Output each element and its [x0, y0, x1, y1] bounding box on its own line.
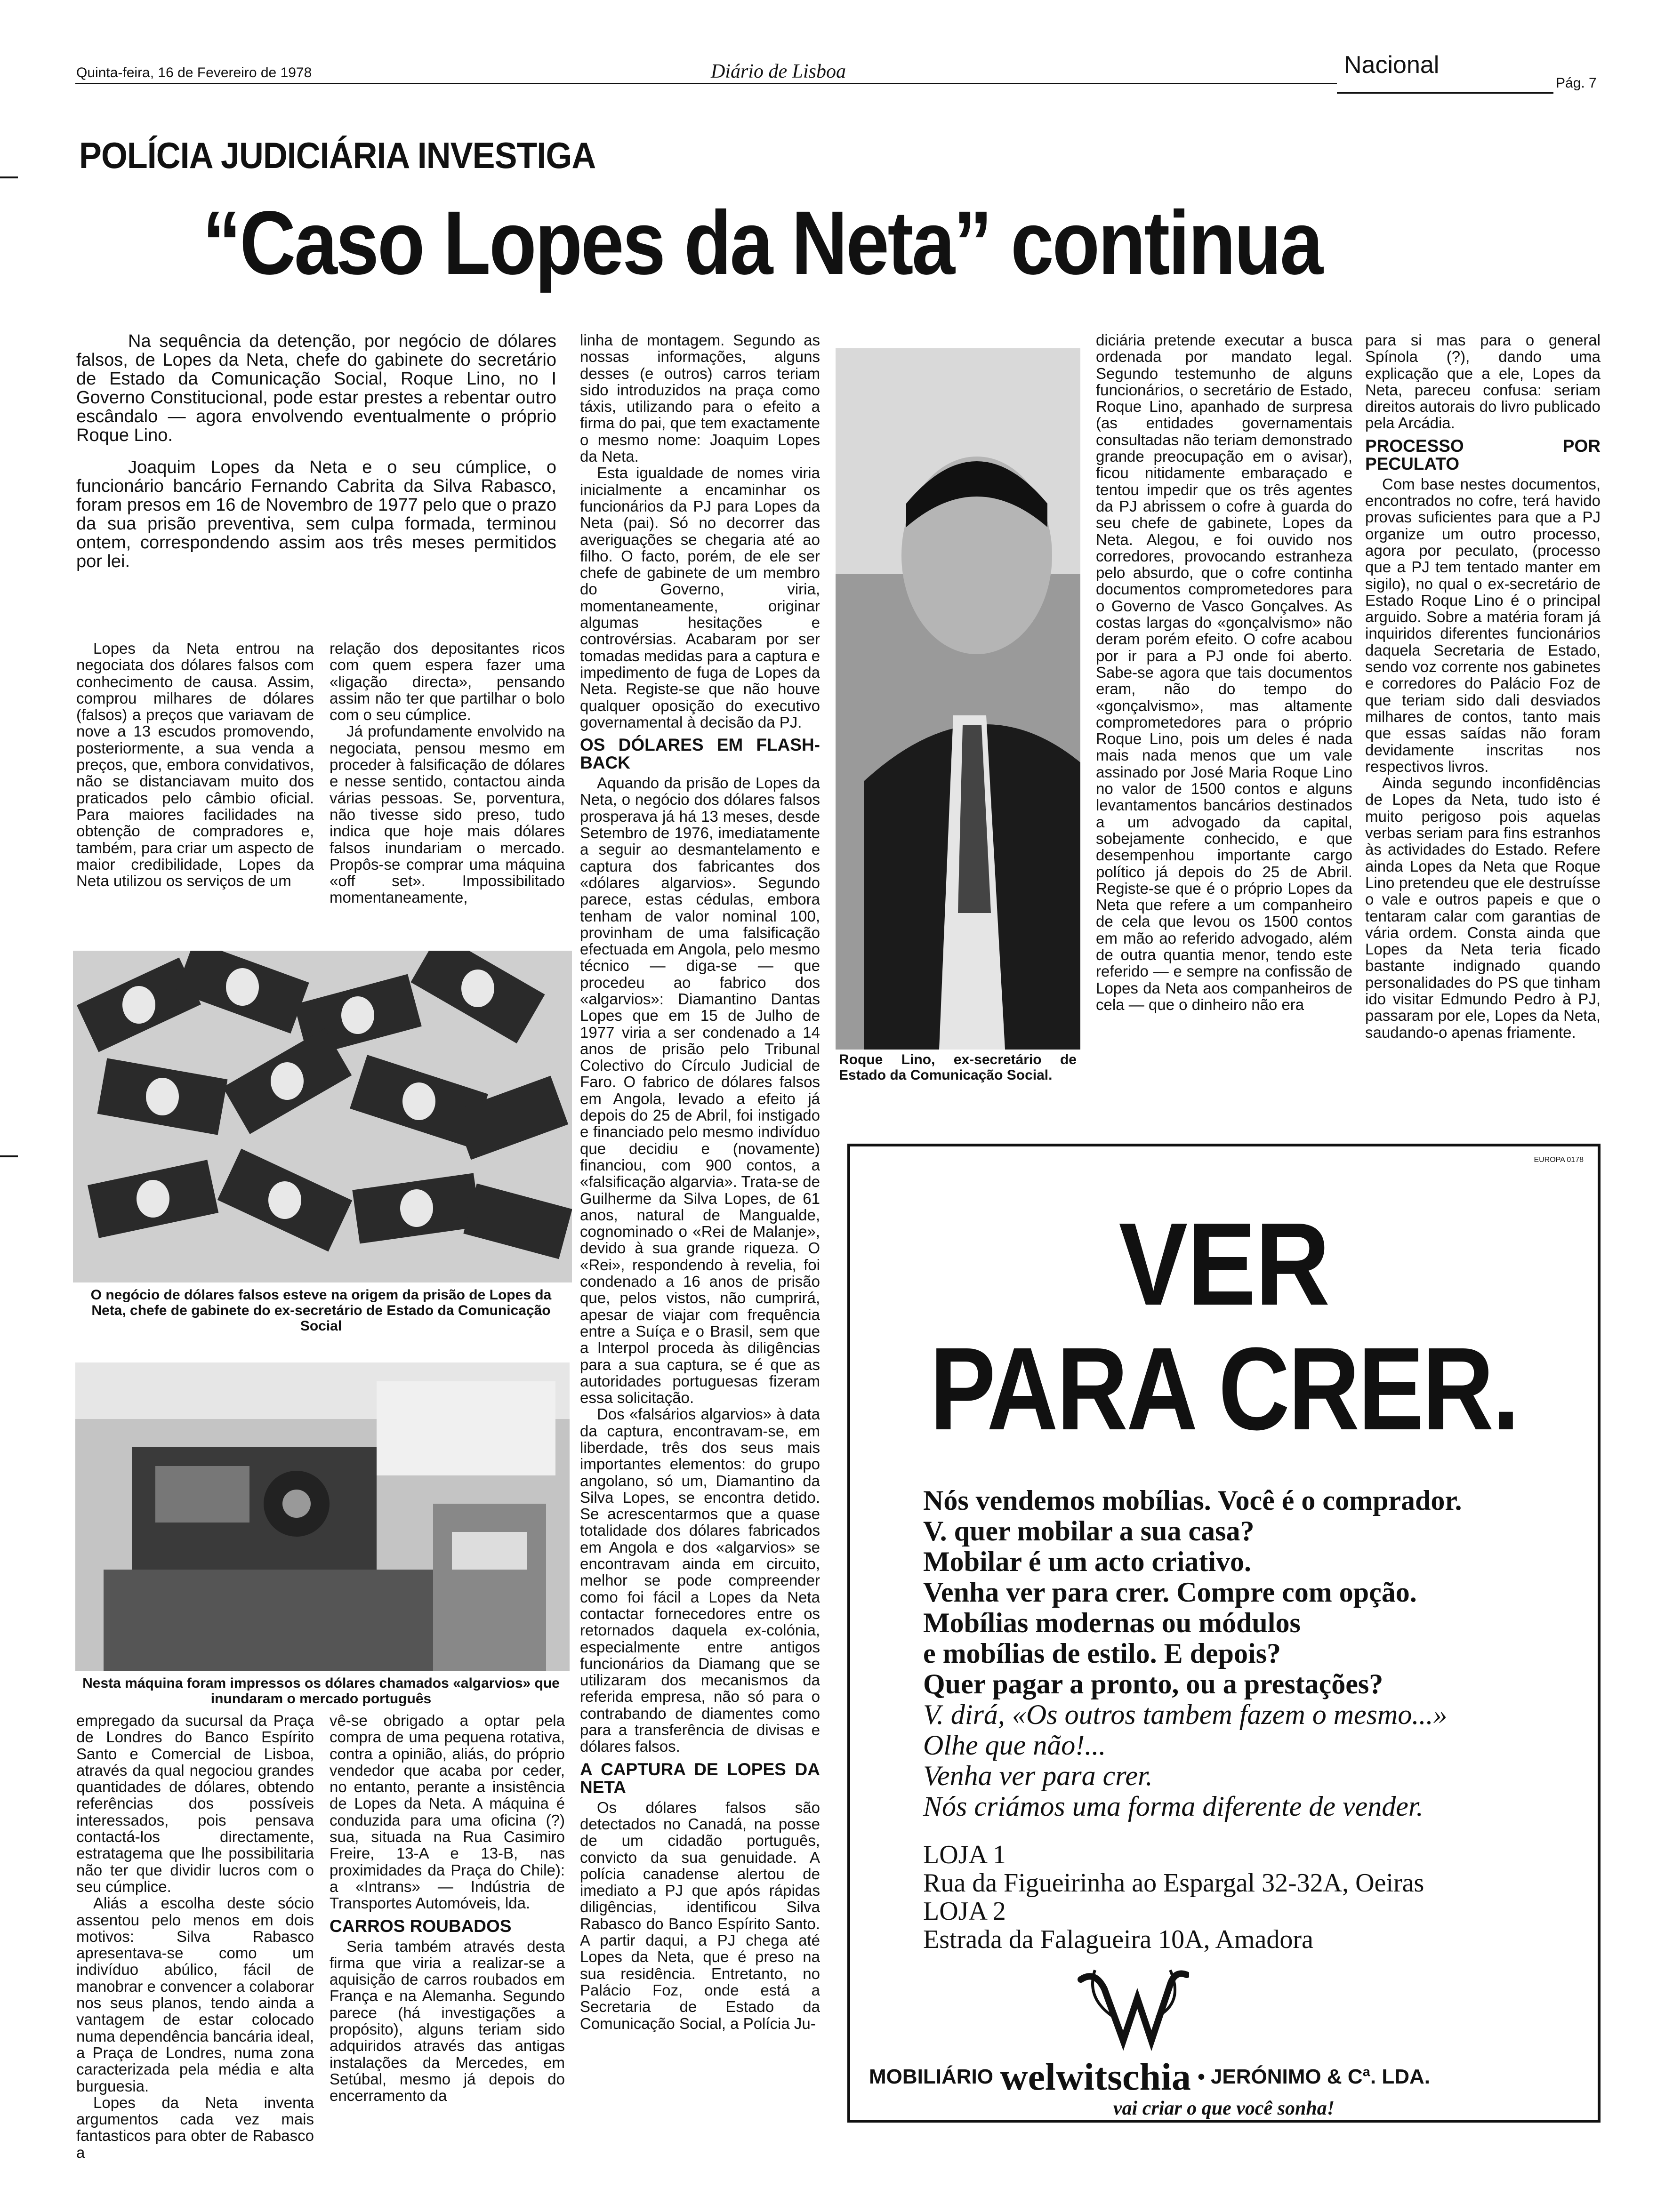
column-2-bottom-paragraph-2: Seria também através desta firma que viria a realizar-se a aquisição de carros roubados em França e na Alemanha. Segundo parece (há investigações a propósito), alguns teriam sido adquiridos através das antigas instalações da Mercedes, em Setúbal, mesmo já depois do encerramento da [330, 1937, 565, 2105]
ad-headline-2: PARA CRER. [930, 1323, 1518, 1454]
store-1-label: LOJA 1 [923, 1840, 1006, 1869]
masthead-paper: Diário de Lisboa [711, 61, 846, 82]
roque-lino-portrait [836, 348, 1080, 1050]
ad-line-3: Mobilar é um acto criativo. [923, 1546, 1252, 1577]
column-2-bottom-paragraph-1: vê-se obrigado a optar pela compra de uma pequena rotativa, contra a opinião, aliás, do próprio vendedor que acaba por ceder, no entanto, perante a insistência de Lopes da Neta. A máquina é conduzida para uma oficina (?) sua, situada na Rua Casimiro Freire, 13-A e 13-B, nas proximidades da Praça do Chile): a «Intrans» — Indústria de Transportes Automóveis, lda. [330, 1712, 565, 1912]
column-5-paragraph-1: diciária pretende executar a busca ordenada por mandato legal. Segundo testemunho de alguns funcionários, o secretário de Estado, Roque Lino, apanhado de surpresa (as entidades governamentais consultadas não teriam demonstrado grande preocupação em o avisar), ficou nitidamente embaraçado e tentou impedir que os três agentes da PJ abrissem o cofre à guarda do seu chefe de gabinete, Lopes da Neta. Alegou, e foi ouvido nos corredores, provocando estranheza pelo absurdo, que o cofre continha documentos comprometedores para o Governo de Vasco Gonçalves. As costas largas do «gonçalvismo» não deram porém efeito. O cofre acabou por ir para a PJ onde foi aberto. Sabe-se agora que tais documentos eram, não do tempo do «gonçalvismo», mas altamente comprometedores para o próprio Roque Lino, pois um deles é nada mais nada menos que um vale assinado por José Maria Roque Lino no valor de 1500 contos e alguns levantamentos bancários destinados a um advogado da capital, sobejamente conhecido, e que desempenhou importante cargo político já depois do 25 de Abril. Registe-se que é o próprio Lopes da Neta que refere a um companheiro de cela que levou os 1500 contos em mão ao referido advogado, além de outra quantia menor, tendo este referido — e sempre na confissão de Lopes da Neta aos companheiros de cela — que o dinheiro não era [1096, 331, 1352, 1013]
column-6 [1365, 332, 1601, 1041]
lead [76, 332, 556, 571]
ad-brand-row [869, 2055, 1585, 2099]
column-3-paragraph-1: linha de montagem. Segundo as nossas informações, alguns desses (e outros) carros teriam sido introduzidos na praça como táxis, utilizando para o efeito a firma do pai, que tem exactamente o mesmo nome: Joaquim Lopes da Neta. [580, 331, 820, 465]
column-6-paragraph-1: para si mas para o general Spínola (?), dando uma explicação que a ele, Lopes da Neta, pareceu confusa: seriam direitos autorais do livro publicado pela Arcádia. [1365, 331, 1601, 432]
masthead-page: Pág. 7 [1556, 75, 1597, 91]
ad-line-11: Nós criámos uma forma diferente de vender. [923, 1791, 1424, 1822]
dollar-bills-photo [73, 951, 572, 1282]
portrait-caption: Roque Lino, ex-secretário de Estado da Comunicação Social. [839, 1052, 1077, 1083]
store-2-label: LOJA 2 [923, 1897, 1006, 1926]
brand-prefix: MOBILIÁRIO [869, 2065, 993, 2088]
masthead-section: Nacional [1344, 51, 1440, 79]
margin-mark-bottom [0, 1155, 18, 1157]
headline: “Caso Lopes da Neta” continua [202, 192, 1322, 293]
dollar-bills-caption: O negócio de dólares falsos esteve na origem da prisão de Lopes da Neta, chefe de gabinete do ex-secretário de Estado da Comunicação Social [90, 1287, 552, 1334]
dollar-bills-illustration [73, 951, 572, 1282]
printing-machine-photo [75, 1362, 570, 1671]
ad-line-2: V. quer mobilar a sua casa? [923, 1515, 1255, 1547]
masthead-date: Quinta-feira, 16 de Fevereiro de 1978 [76, 65, 312, 80]
column-6-paragraph-2: Com base nestes documentos, encontrados no cofre, terá havido provas suficientes para que a PJ organize um outro processo, agora por peculato, (processo que a PJ tem tentado manter em sigilo), no qual o ex-secretário de Estado Roque Lino é o principal arguido. Sobre a matéria foram já inquiridos diferentes funcionários daquela Secretaria de Estado, sendo voz corrente nos gabinetes e corredores do Palácio Foz de que teriam sido dali desviados milhares de contos, tanto mais que essas saídas não foram devidamente inscritas nos respectivos livros. [1365, 475, 1601, 775]
margin-mark-top [0, 176, 18, 178]
masthead-rule-right [1337, 92, 1553, 94]
brand-name: welwitschia [1000, 2055, 1191, 2098]
masthead-rule [75, 83, 1337, 84]
column-1-bottom-paragraph-3: Lopes da Neta inventa argumentos cada vez mais fantasticos para obter de Rabasco a [76, 2093, 314, 2161]
column-1-bottom [76, 1712, 314, 2161]
column-1-top [76, 640, 314, 889]
column-2-top-paragraph-1: relação dos depositantes ricos com quem espera fazer uma «ligação directa», pensando assim não ter que partilhar o bolo com o seu cúmplice. [330, 640, 565, 724]
column-1-bottom-paragraph-1: empregado da sucursal da Praça de Londres do Banco Espírito Santo e Comercial de Lisboa, através da qual negociou grandes quantidades de dólares, obtendo referências dos possíveis interessados, pois pensava contactá-los directamente, estratagema que lhe possibilitaria não ter que dividir lucros com o seu cúmplice. [76, 1712, 314, 1895]
subhead-peculato: PROCESSO POR PECULATO [1365, 436, 1601, 473]
ad-line-6: e mobílias de estilo. E depois? [923, 1638, 1281, 1669]
ad-stores [923, 1841, 1582, 1954]
ad-line-7: Quer pagar a pronto, ou a prestações? [923, 1668, 1384, 1699]
brand-suffix: • JERÓNIMO & Cª. LDA. [1198, 2065, 1431, 2088]
column-1-bottom-paragraph-2: Aliás a escolha deste sócio assentou pelo menos em dois motivos: Silva Rabasco apresentava-se como um indivíduo abúlico, fácil de manobrar e convencer a colaborar nos seus planos, tendo ainda a vantagem de estar colocado numa dependência bancária ideal, a Praça de Londres, numa zona caracterizada pela média e alta burguesia. [76, 1894, 314, 2095]
column-2-bottom [330, 1712, 565, 2104]
ad-slogan: vai criar o que você sonha! [1113, 2098, 1335, 2119]
portrait-illustration [836, 348, 1080, 1050]
lead-paragraph-1: Na sequência da detenção, por negócio de dólares falsos, de Lopes da Neta, chefe do gabinete do secretário de Estado da Comunicação Social, Roque Lino, no I Governo Constitucional, pode estar prestes a rebentar outro escândalo — agora envolvendo eventualmente o próprio Roque Lino. [76, 331, 556, 445]
store-2-address: Estrada da Falagueira 10A, Amadora [923, 1925, 1313, 1954]
kicker: POLÍCIA JUDICIÁRIA INVESTIGA [79, 135, 596, 176]
column-1-top-paragraph: Lopes da Neta entrou na negociata dos dólares falsos com conhecimento de causa. Assim, comprou milhares de dólares (falsos) a preços que variavam de nove a 13 escudos promovendo, posteriormente, a sua venda a preços, que, embora convidativos, não se distanciavam muito dos praticados pelo câmbio oficial. Para maiores facilidades na obtenção de compradores e, também, para criar um aspecto de maior credibilidade, Lopes da Neta utilizou os serviços de um [76, 640, 314, 890]
lead-paragraph-2: Joaquim Lopes da Neta e o seu cúmplice, o funcionário bancário Fernando Cabrita da Silva Rabasco, foram presos em 16 de Novembro de 1977 pelo que o prazo da sua prisão preventiva, sem culpa formada, terminou ontem, correspondendo assim aos três meses permitidos por lei. [76, 457, 556, 571]
ad-line-4: Venha ver para crer. Compre com opção. [923, 1577, 1417, 1608]
column-3-paragraph-5: Os dólares falsos são detectados no Canadá, na posse de um cidadão português, convicto da sua genuidade. A polícia canadense alertou de imediato a PJ que após rápidas diligências, identificou Silva Rabasco do Banco Espírito Santo. A partir daqui, a PJ chega até Lopes da Neta, que é preso na sua residência. Entretanto, no Palácio Foz, onde está a Secretaria de Estado da Comunicação Social, a Polícia Ju- [580, 1798, 820, 2032]
column-6-paragraph-3: Ainda segundo inconfidências de Lopes da Neta, tudo isto é muito perigoso pois aquelas verbas seriam para fins estranhos às actividades do Estado. Refere ainda Lopes da Neta que Roque Lino pretendeu que ele destruísse o vale e outros papeis e que o tentaram calar com garantias de vária ordem. Consta ainda que Lopes da Neta teria ficado bastante indignado quando personalidades do PS que tinham ido visitar Edmundo Pedro à PJ, passaram por ele, Lopes da Neta, saudando-o apenas friamente. [1365, 774, 1601, 1041]
ad-code: EUROPA 0178 [1534, 1156, 1584, 1164]
column-3-paragraph-2: Esta igualdade de nomes viria inicialmente a encaminhar os funcionários da PJ para Lopes da Neta (pai). Só no decorrer das averiguações se chegaria até ao filho. O facto, porém, de ele ser chefe de gabinete de um membro do Governo, viria, momentaneamente, originar algumas hesitações e controvérsias. Acabaram por ser tomadas medidas para a captura e impedimento de fuga de Lopes da Neta. Registe-se que não houve qualquer oposição do executivo governamental à decisão da PJ. [580, 464, 820, 731]
printing-machine-illustration [75, 1362, 570, 1671]
column-2-top-paragraph-2: Já profundamente envolvido na negociata, pensou mesmo em proceder à falsificação de dólares e nesse sentido, contactou ainda várias pessoas. Se, porventura, não tivesse sido preso, tudo indica que hoje mais dólares falsos inundariam o mercado. Propôs-se comprar uma máquina «off set». Impossibilitado momentaneamente, [330, 722, 565, 906]
subhead-dolares-flashback: OS DÓLARES EM FLASH-BACK [580, 735, 820, 773]
welwitschia-logo-icon [1076, 1961, 1189, 2055]
column-3-paragraph-4: Dos «falsários algarvios» à data da captura, encontravam-se, em liberdade, três dos seus mais importantes elementos: do grupo angolano, só um, Diamantino da Silva Lopes, se encontra detido. Se acrescentarmos que a quase totalidade dos dólares fabricados em Angola e dos «algarvios» se encontravam ainda em circuito, melhor se pode compreender como foi fácil a Lopes da Neta contactar fornecedores entre os retornados daquela ex-colónia, especialmente entre antigos funcionários da Diamang que se utilizaram dos mecanismos da referida empresa, não só para o contrabando de diamentes como para a transferência de divisas e dólares falsos. [580, 1405, 820, 1755]
ad-line-10: Venha ver para crer. [923, 1760, 1153, 1791]
column-3-paragraph-3: Aquando da prisão de Lopes da Neta, o negócio dos dólares falsos prosperava já há 13 meses, desde Setembro de 1976, imediatamente a seguir ao desmantelamento e captura dos fabricantes dos «dólares algarvios». Segundo parece, estas cédulas, embora tenham de valor nominal 100, provinham de uma falsificação efectuada em Angola, pelo mesmo técnico — diga-se — que procedeu ao fabrico dos «algarvios»: Diamantino Dantas Lopes que em 15 de Julho de 1977 viria a ser condenado a 14 anos de prisão pelo Tribunal Colectivo do Círculo Judicial de Faro. O fabrico de dólares falsos em Angola, levado a efeito já depois do 25 de Abril, foi instigado e financiado pelo mesmo indivíduo que decidiu e (novamente) financiou, com 900 contos, a «falsificação algarvia». Trata-se de Guilherme da Silva Lopes, de 61 anos, natural de Mangualde, cognominado o «Rei de Malanje», devido à sua grande riqueza. O «Rei», respondendo à revelia, foi condenado a 16 anos de prisão que, pelos vistos, não cumprirá, apesar de viajar com frequência entre a Suíça e o Brasil, sem que a Interpol proceda às diligências para a sua captura, se é que as autoridades portuguesas fizeram essa solicitação. [580, 774, 820, 1407]
column-3 [580, 332, 820, 2032]
ad-copy [923, 1485, 1582, 1822]
column-2-top [330, 640, 565, 906]
column-5 [1096, 332, 1352, 1013]
ad-line-9: Olhe que não!... [923, 1730, 1106, 1761]
subhead-carros-roubados: CARROS ROUBADOS [330, 1916, 512, 1936]
ad-line-1: Nós vendemos mobílias. Você é o comprador. [923, 1485, 1462, 1516]
advertisement [847, 1144, 1601, 2123]
ad-line-8: V. dirá, «Os outros tambem fazem o mesmo...» [923, 1699, 1448, 1730]
store-1-address: Rua da Figueirinha ao Espargal 32-32A, Oeiras [923, 1868, 1424, 1898]
subhead-captura: A CAPTURA DE LOPES DA NETA [580, 1759, 820, 1797]
ad-line-5: Mobílias modernas ou módulos [923, 1607, 1301, 1638]
printing-machine-caption: Nesta máquina foram impressos os dólares chamados «algarvios» que inundaram o mercado português [82, 1675, 560, 1707]
ad-headline-1: VER [1118, 1198, 1329, 1330]
